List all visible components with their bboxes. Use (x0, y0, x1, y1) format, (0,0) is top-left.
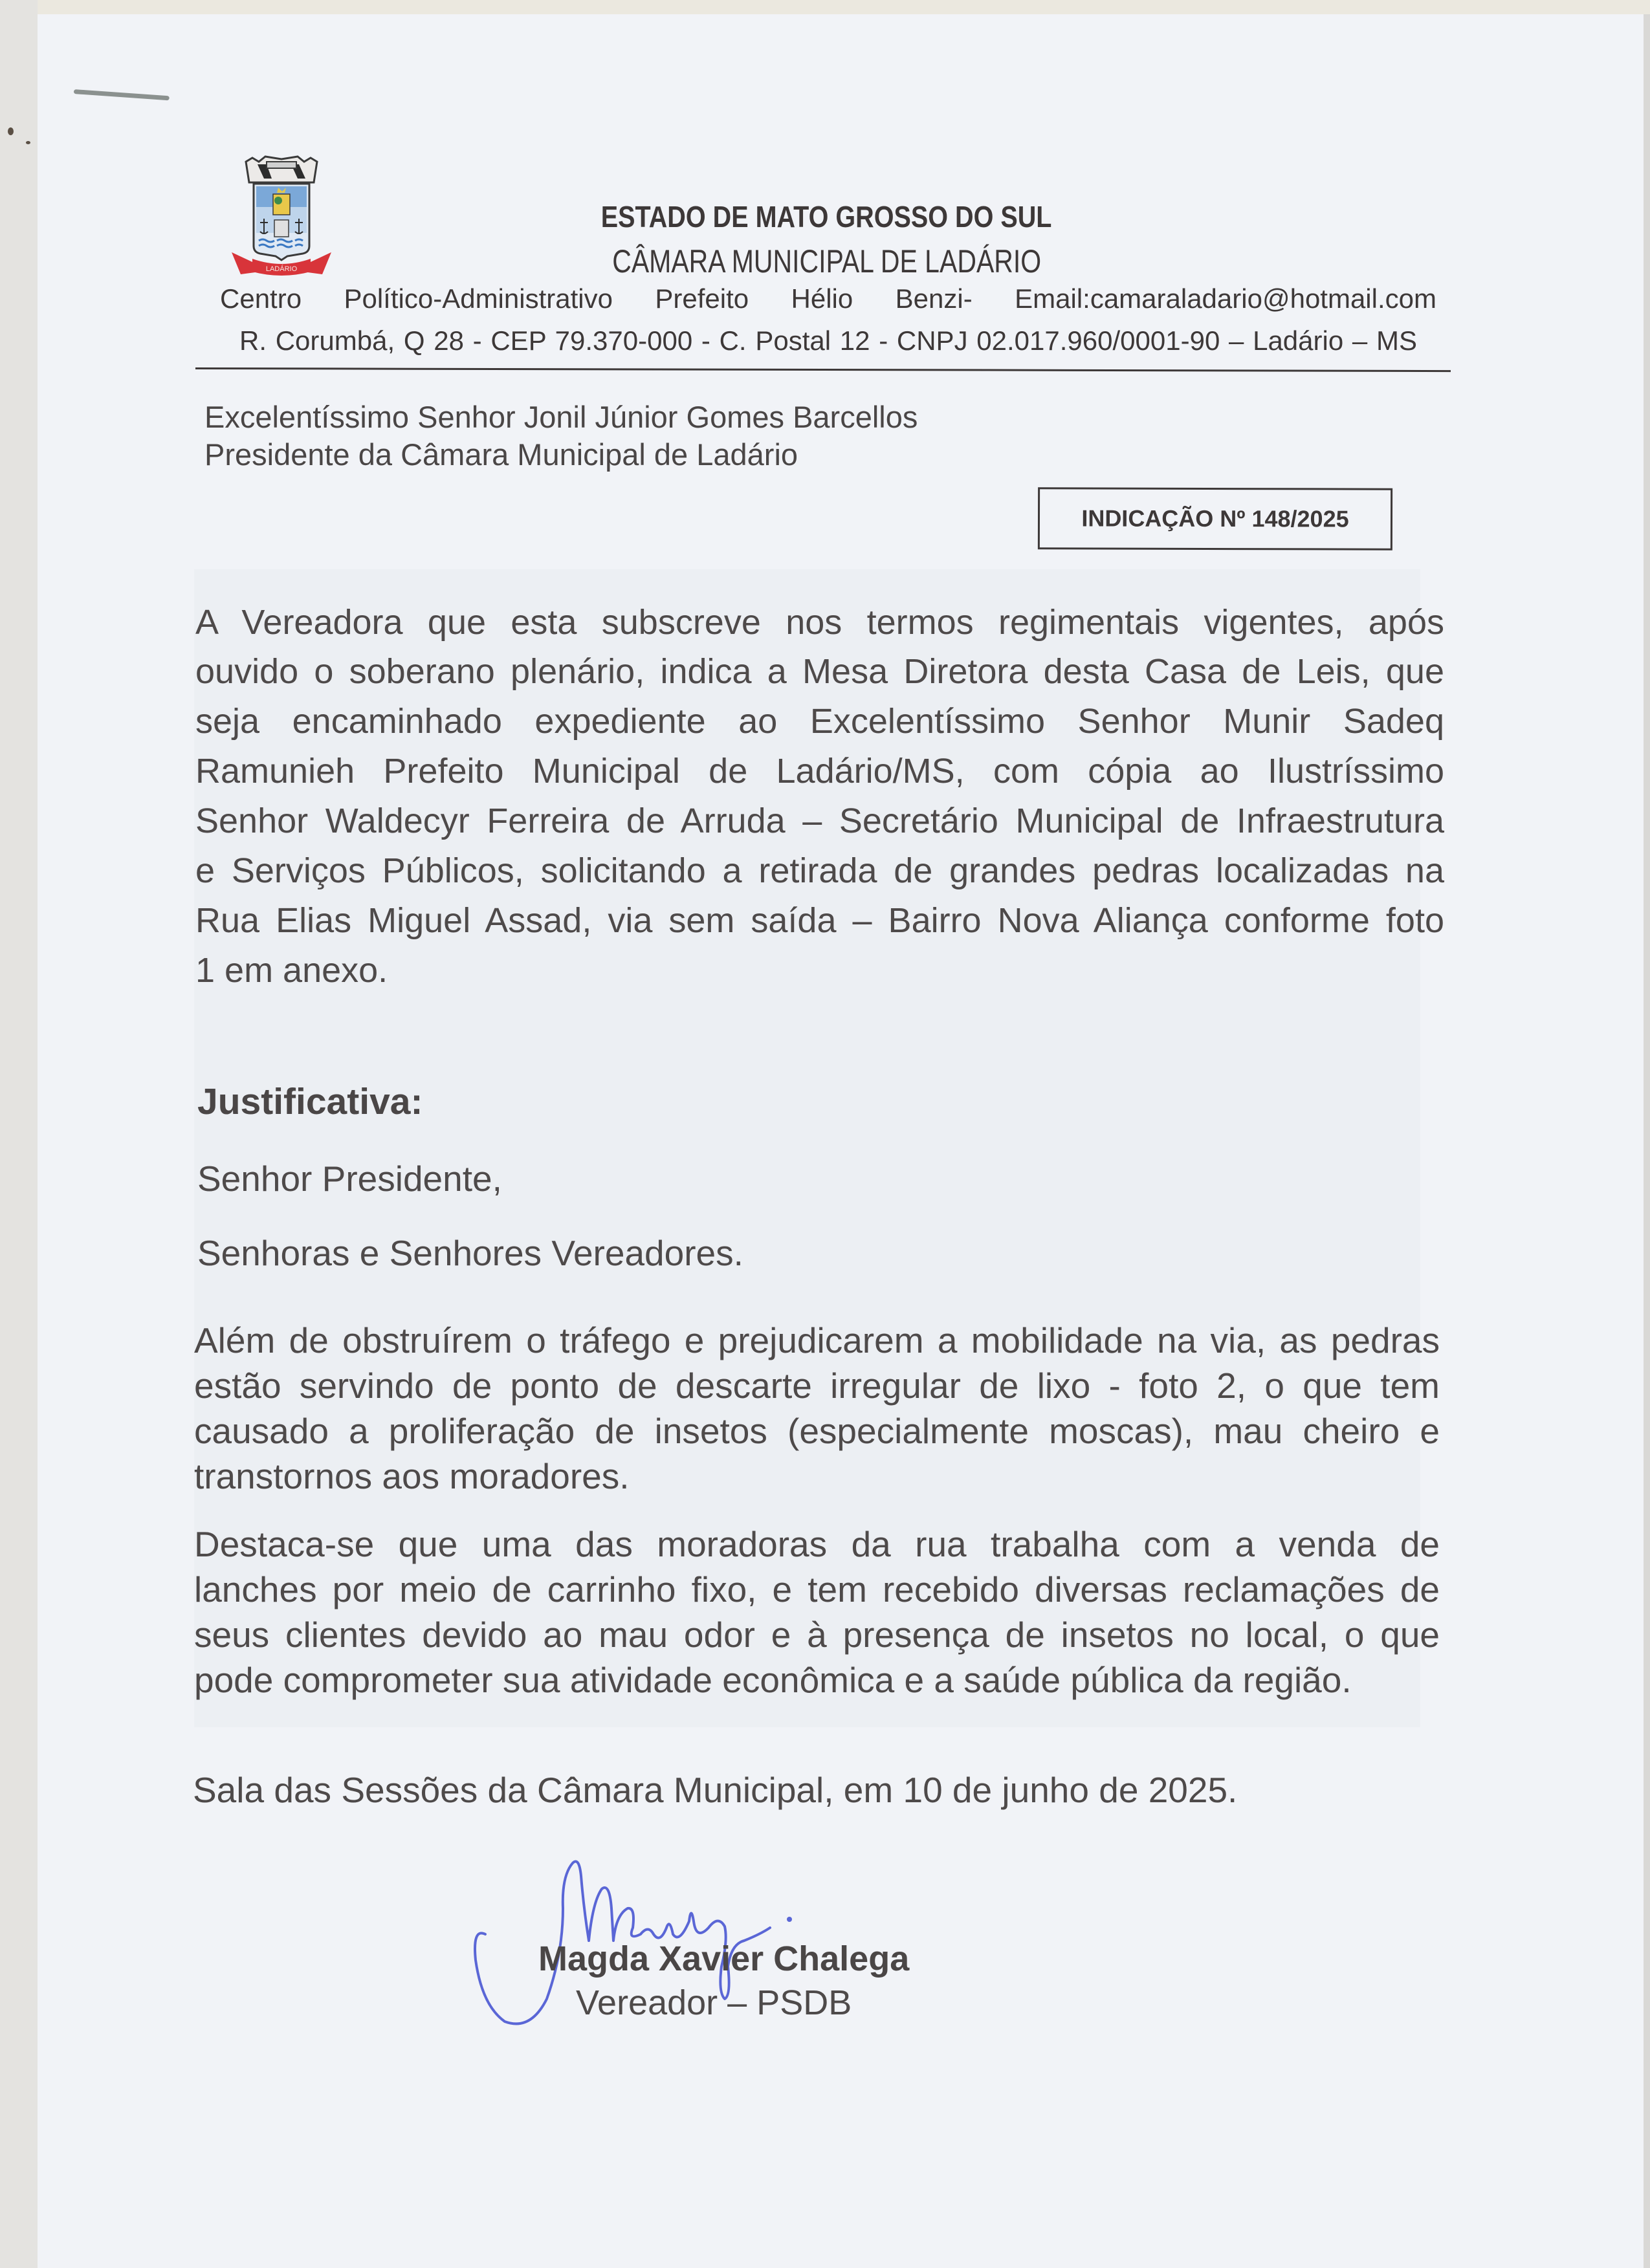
addressee-name: Excelentíssimo Senhor Jonil Júnior Gomes Barcellos (204, 400, 918, 434)
addressee-title: Presidente da Câmara Municipal de Ladário (204, 437, 798, 472)
logo-ribbon-text: LADÁRIO (265, 265, 298, 273)
request-line: ouvido o soberano plenário, indica a Mesa Diretora desta Casa de Leis, que (195, 652, 1444, 691)
justification-line: causado a proliferação de insetos (especialmente moscas), mau cheiro e (194, 1411, 1440, 1451)
request-line: Senhor Waldecyr Ferreira de Arruda – Secretário Municipal de Infraestrutura (195, 801, 1444, 840)
place-and-date: Sala das Sessões da Câmara Municipal, em 10 de junho de 2025. (193, 1770, 1238, 1810)
request-line: Rua Elias Miguel Assad, via sem saída – Bairro Nova Aliança conforme foto (195, 901, 1444, 940)
letterhead-address-line: R. Corumbá, Q 28 - CEP 79.370-000 - C. Postal 12 - CNPJ 02.017.960/0001-90 – Ladário – MS (239, 325, 1417, 356)
scanner-edge-right (1644, 14, 1650, 2268)
scanner-edge-top (38, 0, 1650, 14)
speck (8, 127, 14, 135)
letterhead-contact-line: Centro Político-Administrativo Prefeito Hélio Benzi- Email:camaraladario@hotmail.com (220, 283, 1436, 314)
justification-line: Destaca-se que uma das moradoras da rua trabalha com a venda de (194, 1524, 1440, 1564)
request-line: Ramunieh Prefeito Municipal de Ladário/MS, com cópia ao Ilustríssimo (195, 752, 1444, 791)
letterhead-state: ESTADO DE MATO GROSSO DO SUL (600, 200, 1052, 234)
request-line: A Vereadora que esta subscreve nos termos regimentais vigentes, após (195, 603, 1444, 642)
justification-heading: Justificativa: (197, 1081, 423, 1122)
salutation-president: Senhor Presidente, (197, 1159, 502, 1199)
mural-crown-icon (246, 157, 317, 182)
request-line: e Serviços Públicos, solicitando a retirada de grandes pedras localizadas na (195, 851, 1444, 890)
request-line: 1 em anexo. (195, 951, 388, 990)
request-line: seja encaminhado expediente ao Excelentíssimo Senhor Munir Sadeq (195, 702, 1444, 741)
justification-line: estão servindo de ponto de descarte irregular de lixo - foto 2, o que tem (194, 1366, 1440, 1406)
indication-number-box (1038, 487, 1392, 550)
scanner-edge-left (0, 0, 38, 2268)
justification-line: seus clientes devido ao mau odor e à presença de insetos no local, o que (194, 1615, 1440, 1655)
signatory-name: Magda Xavier Chalega (538, 1939, 910, 1978)
speck (26, 141, 30, 144)
justification-line: pode comprometer sua atividade econômica e a saúde pública da região. (194, 1660, 1352, 1700)
salutation-councillors: Senhoras e Senhores Vereadores. (197, 1233, 743, 1273)
justification-line: lanches por meio de carrinho fixo, e tem recebido diversas reclamações de (194, 1569, 1440, 1609)
justification-line: Além de obstruírem o tráfego e prejudicarem a mobilidade na via, as pedras (194, 1320, 1440, 1360)
letterhead-chamber: CÂMARA MUNICIPAL DE LADÁRIO (612, 243, 1042, 279)
signatory-role: Vereador – PSDB (576, 1983, 852, 2022)
indication-number: INDICAÇÃO Nº 148/2025 (1081, 505, 1349, 532)
justification-line: transtornos aos moradores. (194, 1456, 630, 1496)
